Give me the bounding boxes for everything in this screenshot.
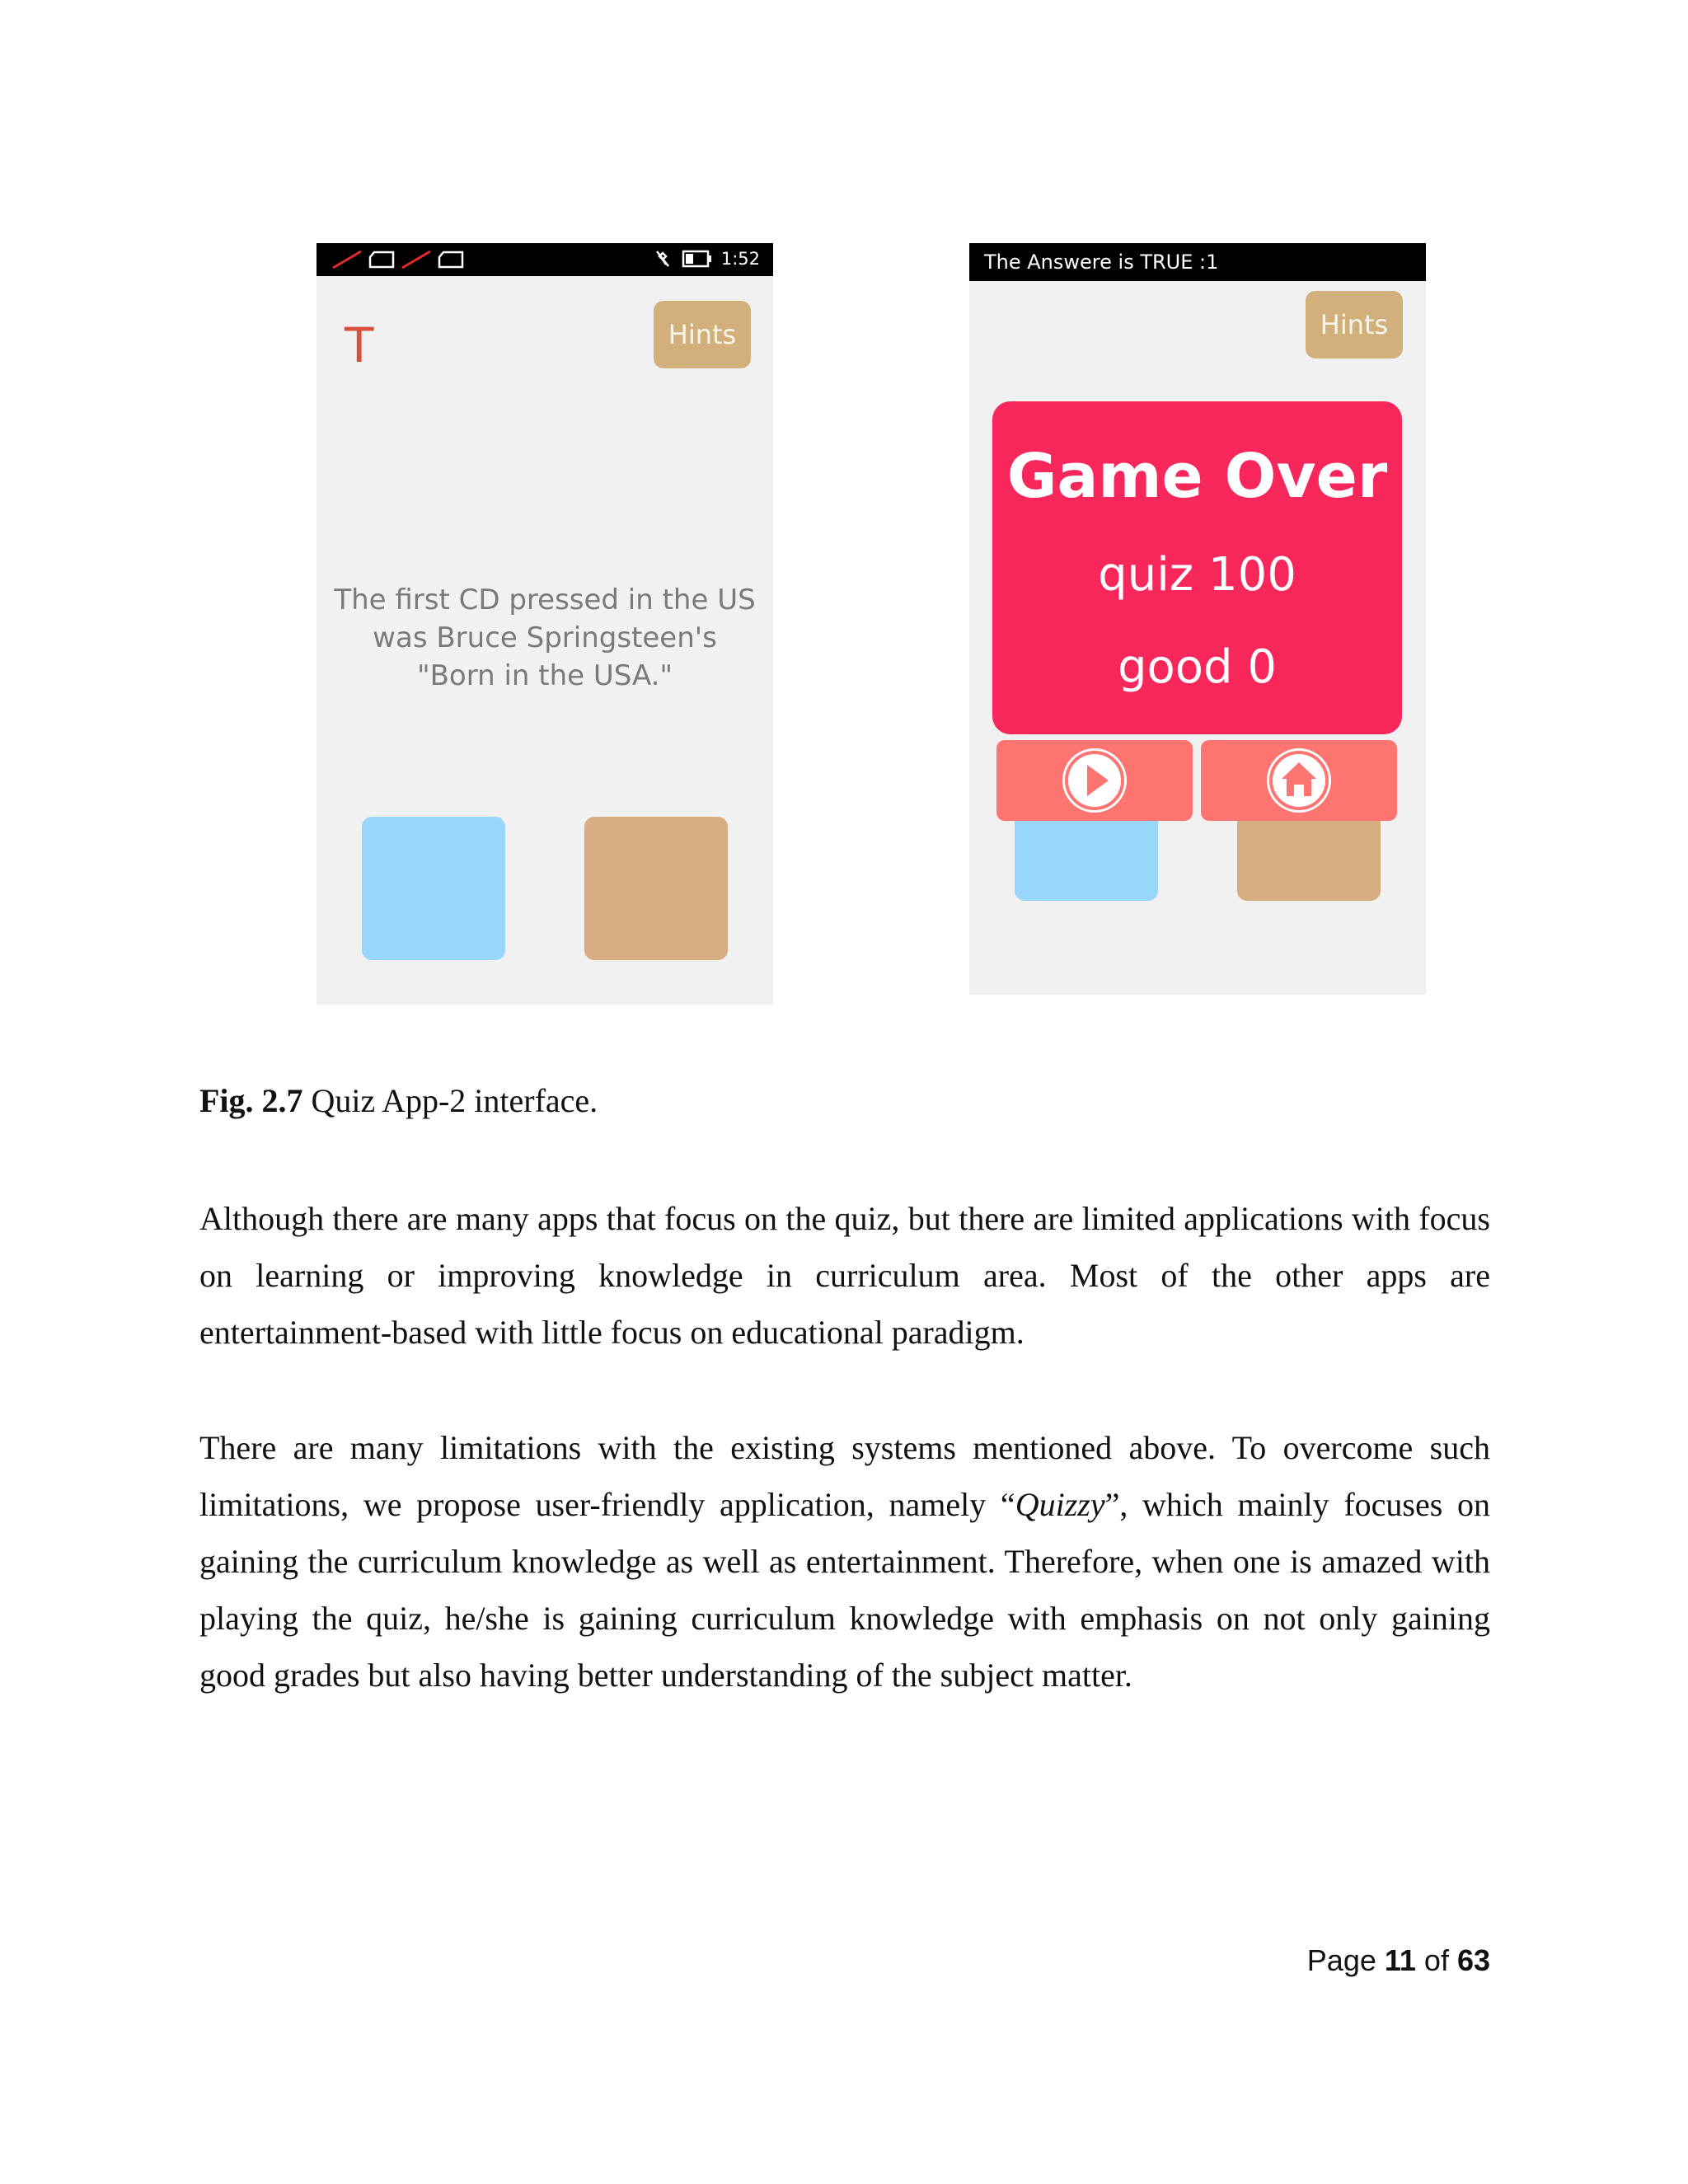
game-over-dialog bbox=[992, 401, 1402, 734]
home-icon bbox=[1267, 748, 1331, 813]
play-again-button[interactable] bbox=[996, 740, 1193, 821]
page-middle: of bbox=[1415, 1943, 1457, 1977]
home-button[interactable] bbox=[1201, 740, 1397, 821]
answer-true-button[interactable] bbox=[362, 817, 505, 960]
hints-button[interactable]: Hints bbox=[1306, 291, 1403, 359]
answer-banner: The Answere is TRUE :1 bbox=[969, 243, 1426, 281]
no-signal-icon bbox=[331, 250, 363, 269]
paragraph: Although there are many apps that focus on the quiz, but there are limited applications with focus on learning or improving knowledge in curriculum area. Most of the other apps are entertainment-based with little focus on educational paradigm. bbox=[199, 1200, 1490, 1351]
quiz-score: quiz 100 bbox=[1098, 548, 1296, 602]
quiz-screen-game-over bbox=[969, 243, 1426, 995]
figure-caption bbox=[199, 1081, 598, 1120]
page-prefix: Page bbox=[1306, 1943, 1385, 1977]
paragraph-text: ”, which mainly focuses on gaining the curriculum knowledge as well as entertainment. Therefore, when one is amazed with playing the quiz, he/she is gaining curriculum knowledge with emphasis on not only gaining good grades but also having better understanding of the subject matter. bbox=[199, 1486, 1491, 1694]
no-signal-icon bbox=[401, 250, 432, 269]
play-icon bbox=[1062, 748, 1127, 813]
good-score: good 0 bbox=[1117, 640, 1278, 694]
answer-false-button[interactable] bbox=[584, 817, 728, 960]
sim-card-icon bbox=[437, 251, 465, 269]
hints-button[interactable]: Hints bbox=[654, 301, 751, 368]
status-time: 1:52 bbox=[720, 249, 760, 269]
paragraph-text: There are many limitations with the existing systems mentioned above. To overcome such limitations, we propose user-friendly application, namely “ bbox=[199, 1429, 1490, 1523]
figure-label: Fig. 2.7 bbox=[199, 1082, 303, 1119]
game-over-title: Game Over bbox=[1006, 441, 1388, 512]
question-text: The first CD pressed in the US was Bruce Springsteen's "Born in the USA." bbox=[334, 583, 756, 692]
answer-letter: T bbox=[345, 317, 374, 373]
paragraph bbox=[199, 1419, 1490, 1704]
status-bar bbox=[316, 243, 773, 276]
quiz-screen-question bbox=[316, 243, 773, 1005]
sim-card-icon bbox=[368, 251, 396, 269]
silent-icon bbox=[652, 248, 673, 269]
page-total: 63 bbox=[1456, 1943, 1490, 1977]
battery-icon bbox=[682, 249, 713, 269]
app-name: Quizzy bbox=[1015, 1486, 1105, 1523]
page-current: 11 bbox=[1384, 1943, 1416, 1977]
figure-caption-text: Quiz App-2 interface. bbox=[302, 1082, 598, 1119]
page-number bbox=[1307, 1943, 1490, 1978]
